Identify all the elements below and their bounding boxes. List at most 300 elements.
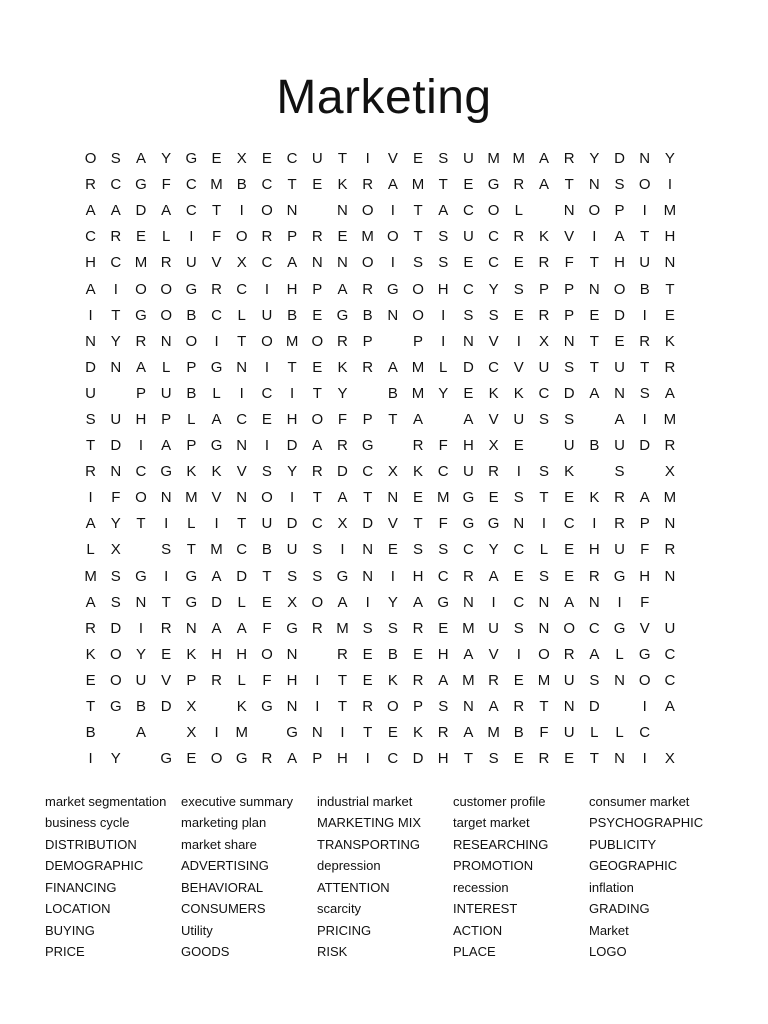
word-list-item: marketing plan xyxy=(181,815,267,831)
grid-cell xyxy=(103,723,128,743)
grid-row xyxy=(78,720,694,746)
grid-cell: O xyxy=(412,280,424,298)
grid-cell: C xyxy=(236,410,248,428)
grid-cell: Y xyxy=(488,280,499,298)
grid-cell: V xyxy=(564,228,575,246)
grid-cell: C xyxy=(488,228,500,246)
grid-row xyxy=(78,329,694,355)
grid-cell: R xyxy=(337,332,348,350)
grid-row xyxy=(78,433,694,459)
grid-cell xyxy=(305,645,330,665)
grid-cell: S xyxy=(513,619,524,637)
grid-cell: I xyxy=(491,593,496,611)
grid-cell: D xyxy=(160,698,172,716)
grid-cell: I xyxy=(113,280,118,298)
grid-cell: H xyxy=(286,671,298,689)
grid-row xyxy=(78,564,694,590)
grid-cell: O xyxy=(311,410,324,428)
grid-row xyxy=(78,746,694,772)
grid-cell: E xyxy=(312,306,323,324)
grid-cell: M xyxy=(663,489,677,507)
grid-cell: P xyxy=(362,332,373,350)
word-list-item: depression xyxy=(317,858,381,874)
grid-cell: I xyxy=(390,254,395,272)
grid-cell: D xyxy=(135,202,147,220)
grid-cell: L xyxy=(161,358,171,376)
grid-cell: O xyxy=(109,645,122,663)
grid-cell: P xyxy=(413,698,424,716)
grid-cell: D xyxy=(362,515,374,533)
grid-cell: M xyxy=(462,619,475,637)
grid-cell: P xyxy=(639,515,650,533)
grid-cell: U xyxy=(261,515,273,533)
grid-cell: C xyxy=(513,593,525,611)
grid-cell: G xyxy=(185,593,198,611)
grid-cell: R xyxy=(488,463,500,481)
word-list-item: BUYING xyxy=(45,922,95,938)
grid-row xyxy=(78,198,694,224)
grid-cell: R xyxy=(588,567,600,585)
grid-cell: U xyxy=(135,671,147,689)
grid-cell: N xyxy=(639,150,651,168)
grid-cell: O xyxy=(311,593,324,611)
grid-cell: U xyxy=(110,410,122,428)
grid-cell: R xyxy=(513,228,525,246)
grid-cell: C xyxy=(639,724,651,742)
grid-cell: H xyxy=(437,645,449,663)
grid-cell: B xyxy=(639,280,650,298)
grid-cell: H xyxy=(437,280,449,298)
grid-cell: S xyxy=(413,541,424,559)
grid-cell: O xyxy=(387,228,399,246)
grid-cell: L xyxy=(615,724,624,742)
grid-cell: M xyxy=(487,150,500,168)
grid-cell: F xyxy=(564,254,574,272)
grid-cell: T xyxy=(337,671,348,689)
grid-cell: R xyxy=(563,645,575,663)
grid-cell: A xyxy=(564,593,575,611)
grid-cell: D xyxy=(236,567,248,585)
grid-cell: Y xyxy=(161,150,172,168)
grid-cell: I xyxy=(390,567,395,585)
grid-cell: N xyxy=(337,254,348,272)
grid-cell: I xyxy=(516,463,521,481)
grid-cell: D xyxy=(412,750,424,768)
grid-cell: A xyxy=(387,176,398,194)
grid-cell: A xyxy=(589,384,600,402)
grid-cell: N xyxy=(286,202,298,220)
word-list-item: consumer market xyxy=(589,793,690,809)
grid-cell: F xyxy=(640,541,650,559)
grid-cell: A xyxy=(161,202,172,220)
grid-cell: N xyxy=(387,489,399,507)
grid-cell: H xyxy=(614,254,625,272)
grid-cell: S xyxy=(261,463,272,481)
grid-cell: T xyxy=(564,176,574,194)
word-list-item: GEOGRAPHIC xyxy=(589,858,678,874)
grid-cell: O xyxy=(160,280,172,298)
grid-cell: I xyxy=(138,437,144,455)
grid-cell: R xyxy=(639,332,651,350)
grid-cell: P xyxy=(287,228,298,246)
grid-cell: G xyxy=(462,489,475,507)
word-list-item: PRICING xyxy=(317,922,372,938)
grid-row xyxy=(78,355,694,381)
grid-cell: R xyxy=(664,437,676,455)
grid-cell: A xyxy=(110,202,121,220)
grid-cell: I xyxy=(88,306,93,324)
grid-cell: L xyxy=(590,724,599,742)
word-list-item: TRANSPORTING xyxy=(317,836,421,852)
grid-cell: I xyxy=(642,698,647,716)
grid-cell: G xyxy=(462,515,475,533)
grid-cell: B xyxy=(236,176,247,194)
grid-cell: C xyxy=(236,280,248,298)
grid-cell: I xyxy=(264,280,269,298)
grid-cell: N xyxy=(588,280,600,298)
grid-cell: D xyxy=(211,593,222,611)
grid-cell: N xyxy=(135,593,147,611)
grid-cell: R xyxy=(538,306,550,324)
grid-cell: S xyxy=(488,750,499,768)
grid-cell: M xyxy=(210,176,223,194)
grid-cell: O xyxy=(638,671,651,689)
word-list-item: market share xyxy=(181,836,257,852)
grid-cell: E xyxy=(664,306,675,324)
grid-cell: G xyxy=(613,619,626,637)
grid-cell: E xyxy=(261,410,272,428)
grid-cell: D xyxy=(110,437,122,455)
grid-cell xyxy=(305,201,330,221)
grid-cell: O xyxy=(361,254,374,272)
grid-cell: U xyxy=(563,437,575,455)
grid-cell: U xyxy=(538,358,550,376)
grid-cell: F xyxy=(539,724,549,742)
grid-cell: A xyxy=(161,437,172,455)
grid-cell: S xyxy=(614,463,625,481)
grid-cell: T xyxy=(413,228,423,246)
grid-cell: O xyxy=(361,202,374,220)
grid-cell: X xyxy=(387,463,398,481)
grid-cell: E xyxy=(413,489,424,507)
grid-cell: I xyxy=(617,593,622,611)
grid-cell: O xyxy=(563,619,575,637)
grid-cell: A xyxy=(337,280,348,298)
grid-cell: A xyxy=(287,254,298,272)
grid-cell: R xyxy=(664,358,676,376)
grid-cell: C xyxy=(462,541,474,559)
word-list-item: DEMOGRAPHIC xyxy=(45,858,144,874)
grid-cell: X xyxy=(538,332,549,350)
grid-cell: H xyxy=(286,410,298,428)
grid-cell: A xyxy=(614,410,625,428)
grid-cell: N xyxy=(160,332,172,350)
word-list-item: CONSUMERS xyxy=(181,901,266,917)
grid-cell: C xyxy=(563,515,575,533)
grid-cell: U xyxy=(614,358,625,376)
grid-cell: E xyxy=(261,593,272,611)
grid-cell: R xyxy=(311,619,323,637)
word-list-row xyxy=(45,834,745,856)
word-list-item: industrial market xyxy=(317,793,413,809)
grid-cell: B xyxy=(387,384,398,402)
grid-cell: E xyxy=(337,228,348,246)
grid-cell: G xyxy=(185,150,198,168)
grid-cell: N xyxy=(286,645,298,663)
grid-cell: T xyxy=(589,750,599,768)
grid-cell: N xyxy=(462,332,474,350)
grid-cell: N xyxy=(614,750,625,768)
grid-cell: O xyxy=(261,202,273,220)
grid-cell: R xyxy=(311,228,323,246)
grid-cell: A xyxy=(488,567,499,585)
grid-cell: T xyxy=(287,358,297,376)
grid-cell: M xyxy=(235,724,248,742)
grid-cell: S xyxy=(85,410,96,428)
grid-cell: U xyxy=(286,541,298,559)
grid-cell: T xyxy=(539,698,549,716)
grid-cell: T xyxy=(665,280,675,298)
grid-cell: M xyxy=(663,202,677,220)
grid-cell: E xyxy=(312,176,323,194)
grid-cell: H xyxy=(85,254,97,272)
grid-cell: R xyxy=(311,463,323,481)
grid-cell: D xyxy=(614,306,625,324)
grid-cell: O xyxy=(135,280,147,298)
grid-cell: A xyxy=(312,437,323,455)
grid-cell: M xyxy=(436,489,450,507)
grid-cell xyxy=(607,697,632,717)
grid-row xyxy=(78,250,694,276)
grid-cell: O xyxy=(185,332,198,350)
grid-cell: G xyxy=(336,567,349,585)
grid-cell: U xyxy=(563,724,575,742)
grid-cell: K xyxy=(413,463,424,481)
grid-cell: T xyxy=(287,176,297,194)
grid-cell: A xyxy=(463,645,474,663)
grid-cell: M xyxy=(487,724,500,742)
grid-cell: N xyxy=(563,202,575,220)
grid-cell: N xyxy=(85,332,97,350)
grid-cell: T xyxy=(86,698,96,716)
grid-cell: S xyxy=(513,489,524,507)
grid-cell xyxy=(380,332,405,352)
grid-cell: B xyxy=(186,384,197,402)
grid-cell xyxy=(431,410,456,430)
grid-cell: R xyxy=(362,358,374,376)
grid-cell: H xyxy=(236,645,248,663)
grid-cell: I xyxy=(264,358,269,376)
word-list-item: LOGO xyxy=(589,944,627,960)
grid-cell: C xyxy=(110,254,122,272)
grid-cell: R xyxy=(412,619,424,637)
grid-cell: H xyxy=(337,750,348,768)
grid-cell: P xyxy=(186,358,197,376)
grid-cell: I xyxy=(88,489,93,507)
grid-cell: X xyxy=(664,463,675,481)
grid-cell: G xyxy=(235,750,248,768)
grid-cell: P xyxy=(362,410,373,428)
grid-cell: X xyxy=(488,437,499,455)
grid-cell: T xyxy=(211,202,222,220)
grid-cell: I xyxy=(642,202,647,220)
grid-cell: N xyxy=(588,593,600,611)
grid-cell: S xyxy=(362,619,373,637)
grid-cell: D xyxy=(85,358,97,376)
grid-cell: A xyxy=(135,724,146,742)
grid-cell: R xyxy=(538,254,550,272)
grid-cell: I xyxy=(214,515,219,533)
grid-cell: A xyxy=(135,358,146,376)
grid-cell: K xyxy=(488,384,499,402)
grid-cell: G xyxy=(336,306,349,324)
grid-cell xyxy=(531,436,556,456)
grid-cell: C xyxy=(664,645,676,663)
grid-cell: O xyxy=(638,176,651,194)
grid-cell: E xyxy=(413,645,424,663)
grid-cell: I xyxy=(365,593,370,611)
grid-cell: L xyxy=(212,384,221,402)
grid-cell: S xyxy=(287,567,298,585)
grid-cell: O xyxy=(84,150,97,168)
grid-cell: O xyxy=(538,645,550,663)
word-list-item: DISTRIBUTION xyxy=(45,836,137,852)
grid-cell: V xyxy=(211,489,222,507)
word-list-item: MARKETING MIX xyxy=(317,815,422,831)
grid-cell: Y xyxy=(110,332,121,350)
grid-cell: E xyxy=(135,228,146,246)
grid-cell: S xyxy=(463,306,474,324)
grid-cell: G xyxy=(361,437,374,455)
grid-cell: B xyxy=(261,541,272,559)
grid-cell: K xyxy=(664,332,675,350)
grid-cell: A xyxy=(639,489,650,507)
grid-cell: T xyxy=(640,228,650,246)
grid-cell: R xyxy=(85,176,97,194)
word-list-item: scarcity xyxy=(317,901,362,917)
grid-cell: E xyxy=(413,150,424,168)
grid-cell: G xyxy=(135,306,147,324)
word-list-item: INTEREST xyxy=(453,901,518,917)
grid-cell: G xyxy=(286,619,298,637)
grid-cell: C xyxy=(387,750,399,768)
word-list-row xyxy=(45,942,745,964)
word-list-row xyxy=(45,920,745,942)
grid-cell: A xyxy=(413,593,424,611)
grid-cell: N xyxy=(614,671,625,689)
grid-cell: L xyxy=(161,228,171,246)
grid-cell: O xyxy=(487,202,500,220)
grid-cell: P xyxy=(186,671,197,689)
grid-cell: A xyxy=(387,358,398,376)
grid-cell: O xyxy=(160,306,172,324)
grid-cell: R xyxy=(614,515,625,533)
grid-cell xyxy=(657,723,682,743)
grid-cell: V xyxy=(639,619,650,637)
grid-cell: O xyxy=(235,228,248,246)
grid-cell: D xyxy=(286,437,298,455)
grid-cell: R xyxy=(85,463,97,481)
grid-cell: D xyxy=(337,463,348,481)
grid-cell: E xyxy=(362,645,373,663)
grid-cell: P xyxy=(312,280,323,298)
grid-cell: N xyxy=(110,463,122,481)
grid-cell: C xyxy=(437,463,449,481)
grid-cell: N xyxy=(362,541,374,559)
grid-cell: A xyxy=(463,410,474,428)
grid-cell: Y xyxy=(110,515,121,533)
grid-cell: S xyxy=(438,254,449,272)
grid-cell: G xyxy=(210,437,223,455)
grid-cell: T xyxy=(589,332,599,350)
word-list-item: customer profile xyxy=(453,793,546,809)
grid-cell: N xyxy=(311,724,323,742)
grid-cell: G xyxy=(487,176,500,194)
grid-row xyxy=(78,172,694,198)
grid-cell: N xyxy=(236,358,248,376)
word-list-item: business cycle xyxy=(45,815,130,831)
grid-cell: E xyxy=(488,489,499,507)
grid-cell: F xyxy=(211,228,222,246)
grid-cell: G xyxy=(437,593,450,611)
grid-cell: C xyxy=(488,358,500,376)
grid-cell: S xyxy=(110,567,121,585)
grid-cell: R xyxy=(513,698,525,716)
grid-cell: O xyxy=(210,750,223,768)
grid-cell: T xyxy=(312,489,322,507)
grid-cell: H xyxy=(664,228,676,246)
grid-cell: G xyxy=(210,358,223,376)
grid-cell: V xyxy=(488,645,499,663)
grid-cell: R xyxy=(362,280,374,298)
grid-cell: V xyxy=(161,671,172,689)
grid-cell: N xyxy=(664,254,676,272)
grid-cell: G xyxy=(135,567,147,585)
grid-cell: H xyxy=(211,645,222,663)
grid-cell: U xyxy=(488,619,500,637)
grid-cell: C xyxy=(362,463,374,481)
grid-cell: S xyxy=(413,254,424,272)
word-list-item: Market xyxy=(589,922,629,938)
grid-cell: I xyxy=(138,619,144,637)
grid-cell xyxy=(154,723,179,743)
grid-cell: I xyxy=(189,228,194,246)
grid-cell: Y xyxy=(664,150,675,168)
grid-cell: H xyxy=(639,567,651,585)
grid-cell: O xyxy=(261,332,273,350)
grid-cell: I xyxy=(365,150,370,168)
grid-cell: C xyxy=(110,176,122,194)
grid-cell: R xyxy=(85,619,97,637)
grid-cell: V xyxy=(387,150,398,168)
word-list-item: PRICE xyxy=(45,944,85,960)
grid-cell: P xyxy=(564,280,575,298)
grid-cell: S xyxy=(438,228,449,246)
word-list-item: PLACE xyxy=(453,944,496,960)
grid-cell: O xyxy=(261,645,273,663)
grid-cell: I xyxy=(239,202,244,220)
grid-cell: E xyxy=(513,306,524,324)
grid-cell: X xyxy=(236,254,247,272)
word-list-item: executive summary xyxy=(181,793,293,809)
grid-cell: A xyxy=(413,410,424,428)
grid-cell: N xyxy=(160,489,172,507)
grid-row xyxy=(78,537,694,563)
grid-cell: I xyxy=(264,437,269,455)
grid-cell: Y xyxy=(387,593,398,611)
grid-cell: M xyxy=(537,671,551,689)
grid-cell: T xyxy=(640,358,650,376)
